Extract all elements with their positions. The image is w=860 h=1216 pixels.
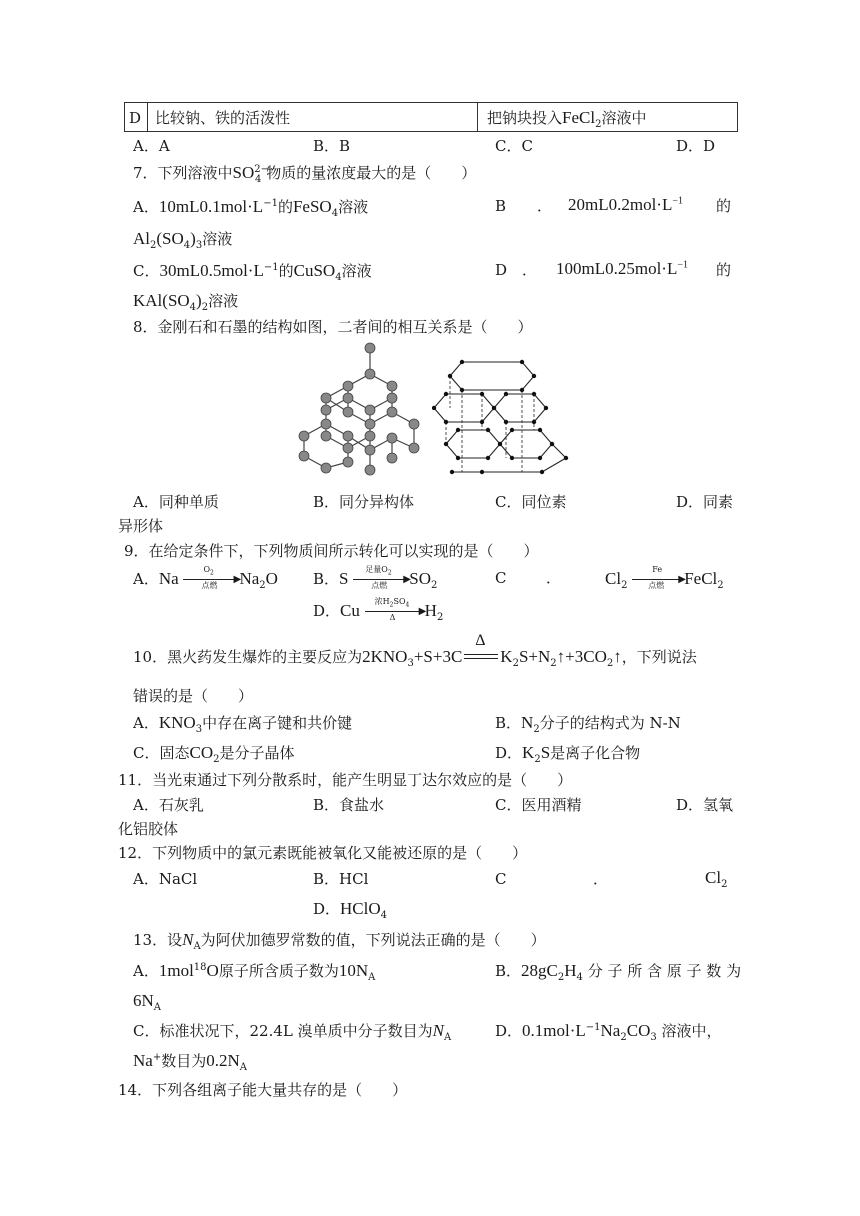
q9-option-c-letter: C xyxy=(495,569,507,587)
q7-option-c: C．$30mL0.5mol\cdot L^{-1}$的CuSO$_4$溶液 xyxy=(133,261,372,283)
row-letter: D xyxy=(129,109,142,127)
q11-option-d-continued: 化铝胶体 xyxy=(118,820,179,838)
q7-option-d-value: $100mL0.25mol\cdot L^{-1}$ xyxy=(556,259,688,278)
q9-option-d: D．Cu 浓$H_2SO_4$ ▶ Δ $H_2$ xyxy=(313,597,444,623)
q8-option-d-continued: 异形体 xyxy=(118,517,164,535)
q12-option-c-dot: ． xyxy=(593,870,609,888)
q11-option-a: A．石灰乳 xyxy=(133,796,204,814)
q7-option-d-dot: ． xyxy=(522,261,538,279)
q6-option-c: C．C xyxy=(495,137,533,155)
q7-option-b-dot: ． xyxy=(537,197,553,215)
q13-option-d-continued: Na+数目为$0.2N_A$ xyxy=(133,1051,247,1073)
q13-option-d: D．$0.1mol\cdot L^{-1}Na_2CO_3$ 溶液中， xyxy=(495,1021,722,1043)
q8-option-a: A．同种单质 xyxy=(133,493,219,511)
q13-option-b: B．$28gC_2H_4$ 分 子 所 含 原 子 数 为 xyxy=(495,961,742,983)
q8-option-c: C．同位素 xyxy=(495,493,567,511)
q9-option-c-dot: ． xyxy=(546,569,562,587)
q11-stem: 11．当光束通过下列分散系时，能产生明显丁达尔效应的是（ ） xyxy=(118,771,573,789)
equals-heat-sign: Δ xyxy=(462,650,500,666)
q13-option-c: C．标准状况下，22.4L 溴单质中分子数目为$N_A$ xyxy=(133,1021,452,1043)
q9-option-c: $Cl_2$ Fe ▶ 点燃 FeCl$_2$ xyxy=(605,565,724,591)
q13-option-b-continued: $6N_A$ xyxy=(133,991,162,1013)
q12-option-c-formula: $Cl_2$ xyxy=(705,868,728,890)
q13-stem: 13．设$N_A$为阿伏加德罗常数的值，下列说法正确的是（ ） xyxy=(133,930,546,952)
q11-option-b: B．食盐水 xyxy=(313,796,385,814)
q12-option-b: B．HCl xyxy=(313,870,369,888)
q9-option-a: A．Na $O_2$ ▶ 点燃 $Na_2O$ xyxy=(133,565,278,591)
q7-option-d-de: 的 xyxy=(716,261,732,279)
q8-option-d: D．同素 xyxy=(676,493,734,511)
q12-option-d: D．HClO$_4$ xyxy=(313,899,388,921)
reaction-arrow: $O_2$ ▶ 点燃 xyxy=(183,572,239,588)
q11-option-c: C．医用酒精 xyxy=(495,796,582,814)
q7-option-b-de: 的 xyxy=(716,197,732,215)
q13-option-a: A．1mol$^{18}$O原子所含质子数为$10N_A$ xyxy=(133,961,376,983)
q9-stem: 9．在给定条件下，下列物质间所示转化可以实现的是（ ） xyxy=(124,542,539,560)
q7-option-d-continued: $KAl(SO_4)_2$溶液 xyxy=(133,291,239,313)
graphite-structure-figure xyxy=(432,354,574,482)
q10-option-d: D．$K_2S$是离子化合物 xyxy=(495,743,641,765)
q7-option-d-letter: D xyxy=(495,261,508,279)
q10-option-b: B．$N_2$分子的结构式为 N-N xyxy=(495,713,681,735)
q14-stem: 14．下列各组离子能大量共存的是（ ） xyxy=(118,1081,408,1099)
table-cell-method: 把钠块投入FeCl$_2$溶液中 xyxy=(487,108,647,130)
q7-option-b-value: $20mL0.2mol\cdot L^{-1}$ xyxy=(568,195,683,214)
q8-option-b: B．同分异构体 xyxy=(313,493,415,511)
q9-option-b: B．S 足量$O_2$ ▶ 点燃 $SO_2$ xyxy=(313,565,438,591)
reaction-arrow: 足量$O_2$ ▶ 点燃 xyxy=(353,572,409,588)
q7-stem: 7．下列溶液中$SO^{2-}_4$ 物质的量浓度最大的是（ ） xyxy=(133,163,477,185)
reaction-arrow: 浓$H_2SO_4$ ▶ Δ xyxy=(365,604,425,620)
q7-option-a: A．$10mL0.1mol\cdot L^{-1}$的FeSO$_4$溶液 xyxy=(133,197,369,219)
q10-stem: 10．黑火药发生爆炸的主要反应为$2KNO_3+S+3C$ Δ $K_2S+N_2↑+3CO_2↑$，下列说法 xyxy=(133,632,697,669)
options-table-row-d xyxy=(124,102,738,132)
row-purpose: 比较钠、铁的活泼性 xyxy=(155,109,291,127)
q10-option-a: A．$KNO_3$中存在离子键和共价键 xyxy=(133,713,353,735)
q7-option-b-continued: $Al_2(SO_4)_3$溶液 xyxy=(133,229,233,251)
q7-option-b-letter: B xyxy=(495,197,507,215)
q12-option-a: A．NaCl xyxy=(133,870,198,888)
table-cell-purpose xyxy=(147,103,478,131)
q10-stem-continued: 错误的是（ ） xyxy=(133,687,254,705)
q12-option-c-letter: C xyxy=(495,870,507,888)
q6-option-d: D．D xyxy=(676,137,716,155)
table-cell-letter xyxy=(125,103,148,131)
q11-option-d: D．氢氧 xyxy=(676,796,734,814)
q6-option-a: A．A xyxy=(133,137,170,155)
reaction-arrow: Fe ▶ 点燃 xyxy=(632,572,684,588)
q12-stem: 12．下列物质中的氯元素既能被氧化又能被还原的是（ ） xyxy=(118,844,528,862)
q8-stem: 8．金刚石和石墨的结构如图，二者间的相互关系是（ ） xyxy=(133,318,533,336)
diamond-structure-figure xyxy=(288,338,424,480)
q10-option-c: C．固态$CO_2$是分子晶体 xyxy=(133,743,295,765)
q6-option-b: B．B xyxy=(313,137,351,155)
